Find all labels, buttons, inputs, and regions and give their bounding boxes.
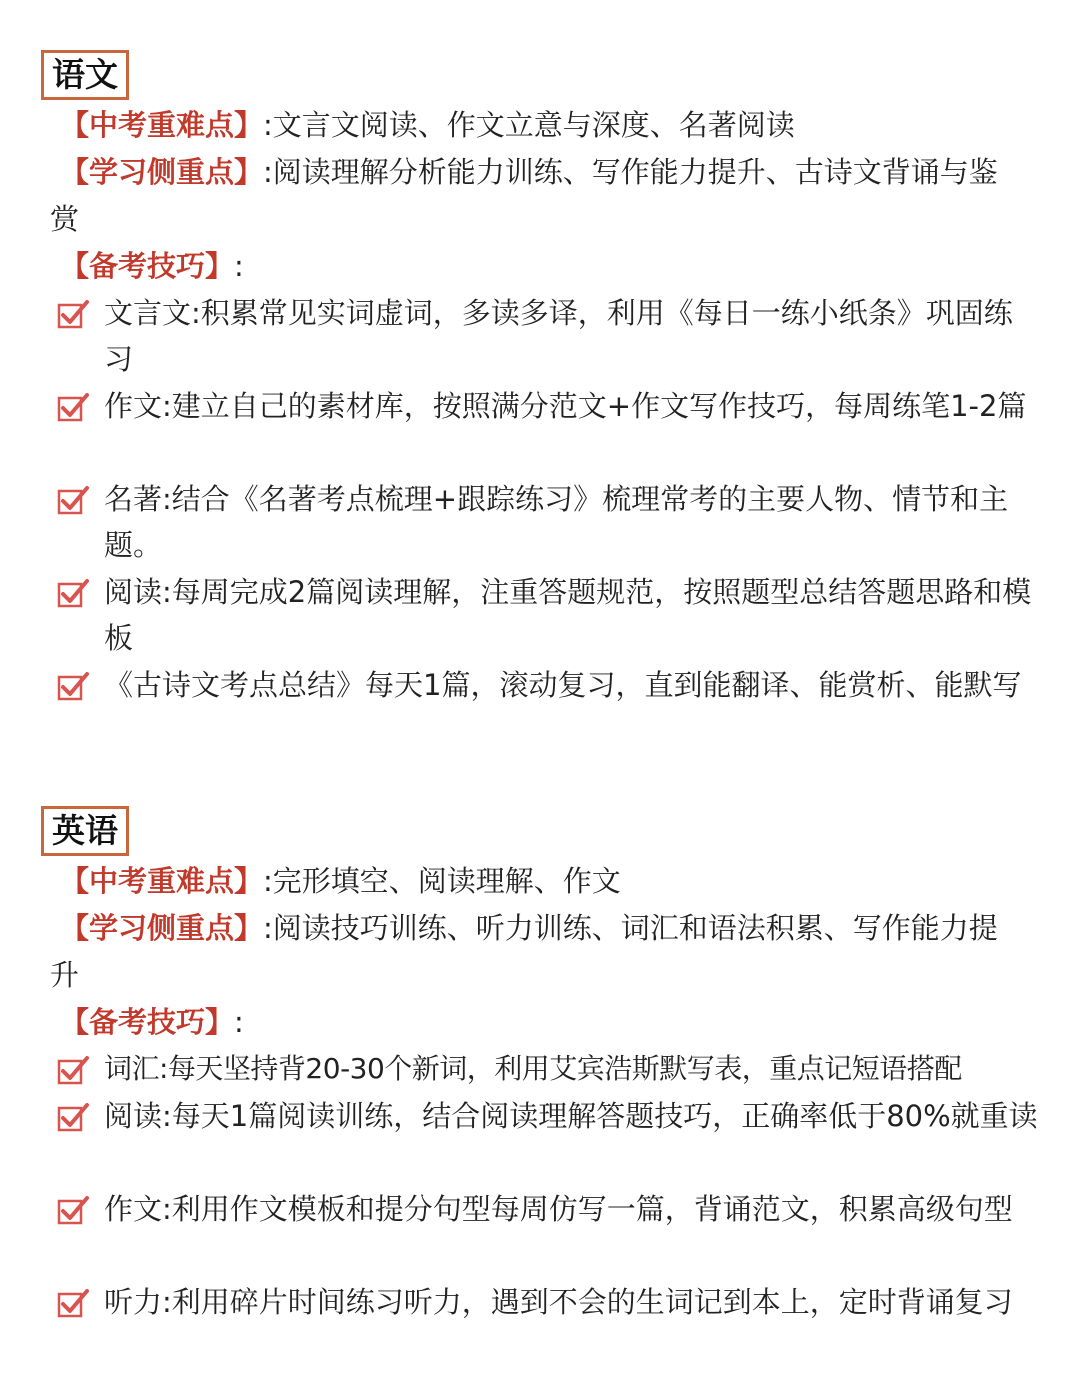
tips-colon: : (234, 1005, 244, 1039)
study-line (60, 905, 998, 951)
checkbox-check-icon (56, 670, 90, 704)
focus-line (60, 858, 621, 904)
tips-heading (60, 999, 244, 1045)
study-text: :阅读技巧训练、听力训练、词汇和语法积累、写作能力提 (263, 911, 998, 945)
tips-label: 【备考技巧】 (60, 249, 235, 283)
tips-colon: : (234, 249, 244, 283)
tip-text: 阅读:每天1篇阅读训练，结合阅读理解答题技巧，正确率低于80%就重读 (104, 1099, 1038, 1133)
focus-label: 【中考重难点】 (60, 108, 264, 142)
study-line (60, 149, 998, 195)
checkbox-check-icon (56, 1194, 90, 1228)
tip-text: 文言文:积累常见实词虚词，多读多译，利用《每日一练小纸条》巩固练习 (104, 296, 1013, 376)
tip-text: 作文:建立自己的素材库，按照满分范文+作文写作技巧，每周练笔1-2篇 (104, 389, 1027, 423)
checkbox-check-icon (56, 1287, 90, 1321)
section-title-chinese: 语文 (41, 50, 129, 100)
study-label: 【学习侧重点】 (60, 911, 264, 945)
focus-text: :文言文阅读、作文立意与深度、名著阅读 (263, 108, 795, 142)
checkbox-check-icon (56, 298, 90, 332)
tips-heading (60, 243, 244, 289)
checkbox-check-icon (56, 577, 90, 611)
focus-label: 【中考重难点】 (60, 864, 264, 898)
tips-label: 【备考技巧】 (60, 1005, 235, 1039)
tip-text: 阅读:每周完成2篇阅读理解，注重答题规范，按照题型总结答题思路和模板 (104, 575, 1032, 655)
checkbox-check-icon (56, 484, 90, 518)
tip-text: 《古诗文考点总结》每天1篇，滚动复习，直到能翻译、能赏析、能默写 (104, 668, 1022, 702)
tip-text: 词汇:每天坚持背20-30个新词，利用艾宾浩斯默写表，重点记短语搭配 (104, 1052, 962, 1085)
focus-line (60, 102, 795, 148)
study-label: 【学习侧重点】 (60, 155, 264, 189)
tip-text: 听力:利用碎片时间练习听力，遇到不会的生词记到本上，定时背诵复习 (104, 1285, 1013, 1319)
study-text-continued: 升 (50, 958, 80, 992)
checkbox-check-icon (56, 1101, 90, 1135)
checkbox-check-icon (56, 391, 90, 425)
focus-text: :完形填空、阅读理解、作文 (263, 864, 621, 898)
section-title-english: 英语 (41, 806, 129, 856)
study-text-continued: 赏 (50, 202, 80, 236)
checkbox-check-icon (56, 1054, 90, 1088)
tip-text: 名著:结合《名著考点梳理+跟踪练习》梳理常考的主要人物、情节和主题。 (104, 482, 1009, 562)
study-text: :阅读理解分析能力训练、写作能力提升、古诗文背诵与鉴 (263, 155, 998, 189)
tip-text: 作文:利用作文模板和提分句型每周仿写一篇，背诵范文，积累高级句型 (104, 1192, 1013, 1226)
